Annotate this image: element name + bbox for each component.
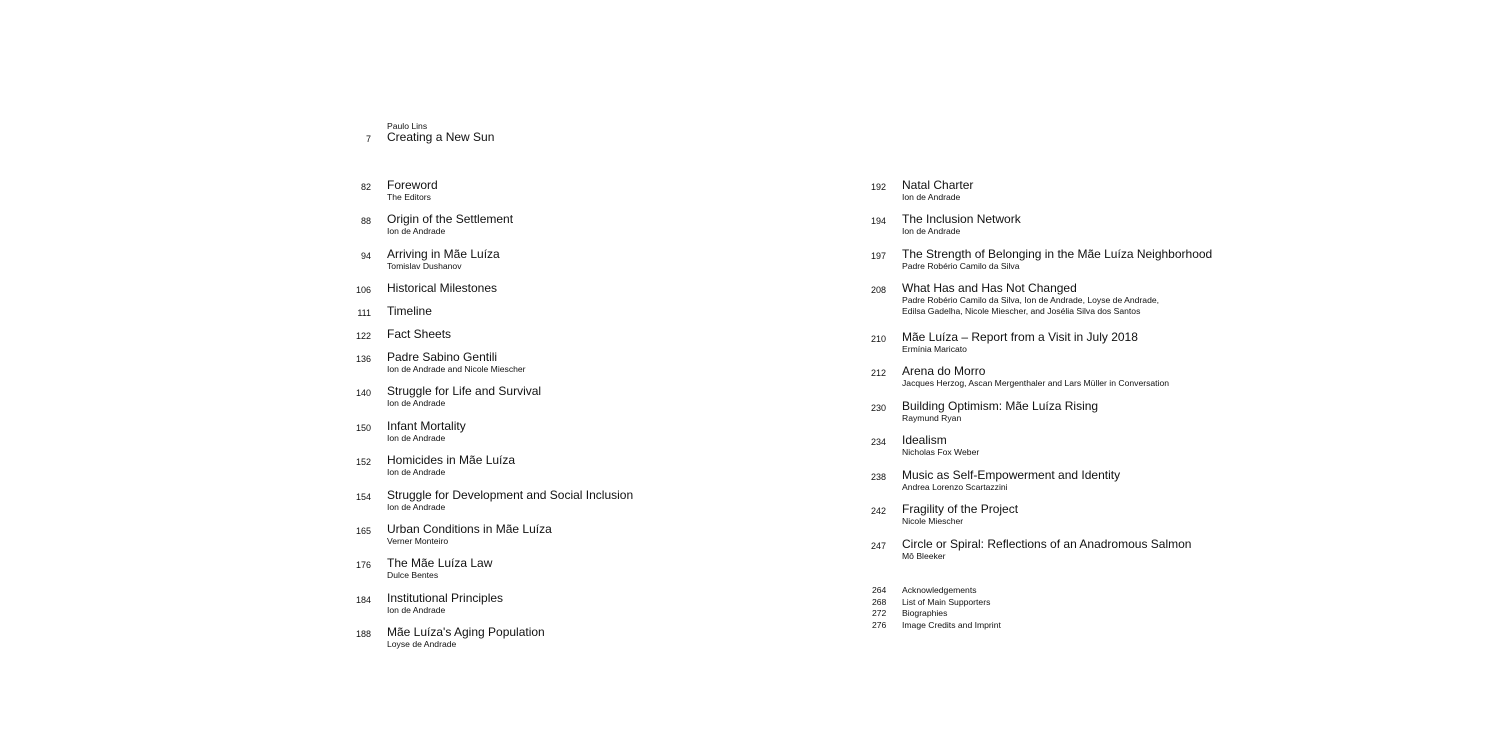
entry-author: Nicole Miescher: [902, 516, 964, 526]
page-number: 88: [360, 216, 371, 226]
page-number: 111: [357, 308, 371, 318]
entry-author: Ion de Andrade: [387, 467, 446, 477]
page-number: 197: [870, 251, 886, 261]
entry-author: Ion de Andrade and Nicole Miescher: [387, 364, 526, 374]
entry-title: Mãe Luíza – Report from a Visit in July 2018: [902, 330, 1138, 344]
entry-title: The Mãe Luíza Law: [387, 556, 493, 570]
entry-author: Ion de Andrade: [387, 502, 446, 512]
entry-author: Padre Robério Camilo da Silva, Ion de Andrade, Loyse de Andrade,: [902, 295, 1160, 305]
entry-author: Ion de Andrade: [387, 398, 446, 408]
page-number: 184: [355, 595, 371, 605]
page-number: 106: [355, 285, 371, 295]
intro-author: Paulo Lins: [387, 121, 428, 131]
page-number: 188: [355, 629, 371, 639]
entry-title: Arena do Morro: [902, 364, 986, 378]
entry-title: Institutional Principles: [387, 591, 504, 605]
page-number: 242: [870, 506, 886, 516]
entry-title: Foreword: [387, 178, 438, 192]
page-number: 230: [870, 403, 886, 413]
entry-title: The Inclusion Network: [902, 212, 1021, 226]
page-number: 176: [355, 560, 371, 570]
page-number: 165: [355, 526, 371, 536]
page-number: 268: [872, 596, 887, 607]
entry-author: Jacques Herzog, Ascan Mergenthaler and Lars Müller in Conversation: [902, 378, 1170, 388]
page-number: 152: [355, 457, 371, 467]
back-matter-item: [872, 597, 1072, 609]
page-number: 194: [870, 216, 886, 226]
entry-author: Raymund Ryan: [902, 413, 962, 423]
entry-title: Timeline: [387, 304, 432, 318]
entry-author: Nicholas Fox Weber: [902, 447, 980, 457]
entry-author: Ion de Andrade: [902, 192, 961, 202]
entry-author: Padre Robério Camilo da Silva: [902, 261, 1020, 271]
entry-title: Circle or Spiral: Reflections of an Anadromous Salmon: [902, 537, 1192, 551]
entry-author: Ion de Andrade: [387, 605, 446, 615]
entry-author: Verner Monteiro: [387, 536, 449, 546]
page-number: 82: [360, 182, 371, 192]
back-matter-list: [872, 585, 1072, 631]
entry-author-continued: Edilsa Gadelha, Nicole Miescher, and Josélia Silva dos Santos: [902, 306, 1141, 316]
page-number: 136: [355, 354, 371, 364]
entry-title: Historical Milestones: [387, 281, 498, 295]
entry-title: The Strength of Belonging in the Mãe Luíza Neighborhood: [902, 247, 1213, 261]
page-number: 247: [870, 541, 886, 551]
page-number: 140: [355, 388, 371, 398]
page-number: 210: [870, 334, 886, 344]
entry-title: Struggle for Life and Survival: [387, 384, 542, 398]
entry-title: What Has and Has Not Changed: [902, 281, 1077, 295]
entry-author: Ion de Andrade: [387, 433, 446, 443]
entry-title: Struggle for Development and Social Inclusion: [387, 488, 634, 502]
entry-title: Arriving in Mãe Luíza: [387, 247, 500, 261]
entry-title: Image Credits and Imprint: [902, 619, 1001, 630]
entry-author: Dulce Bentes: [387, 570, 439, 580]
intro-title: Creating a New Sun: [387, 130, 495, 144]
entry-title: Padre Sabino Gentili: [387, 350, 498, 364]
intro-page-number: 7: [365, 134, 371, 144]
entry-title: Infant Mortality: [387, 419, 466, 433]
page-number: 272: [872, 608, 887, 618]
page-number: 234: [870, 437, 886, 447]
page-number: 192: [870, 182, 886, 192]
page-number: 122: [355, 331, 371, 341]
entry-title: Fragility of the Project: [902, 502, 1019, 516]
page-number: 154: [355, 492, 371, 502]
page-number: 150: [355, 423, 371, 433]
entry-author: Mô Bleeker: [902, 551, 946, 561]
page-number: 94: [360, 251, 371, 261]
entry-title: Acknowledgements: [902, 585, 977, 595]
back-matter-item: [872, 608, 1072, 620]
entry-author: Ion de Andrade: [387, 226, 446, 236]
entry-title: Idealism: [902, 433, 947, 447]
entry-author: Ermínia Maricato: [902, 344, 967, 354]
entry-title: Mãe Luíza's Aging Population: [387, 625, 545, 639]
entry-author: The Editors: [387, 192, 431, 202]
entry-title: List of Main Supporters: [902, 596, 991, 607]
entry-author: Tomislav Dushanov: [387, 261, 462, 271]
entry-title: Homicides in Mãe Luíza: [387, 453, 516, 467]
entry-title: Urban Conditions in Mãe Luíza: [387, 522, 552, 536]
entry-title: Biographies: [902, 608, 948, 618]
page-number: 208: [870, 285, 886, 295]
page-number: 276: [872, 619, 887, 630]
entry-title: Natal Charter: [902, 178, 974, 192]
entry-author: Ion de Andrade: [902, 226, 961, 236]
back-matter-item: [872, 620, 1072, 632]
entry-title: Building Optimism: Mãe Luíza Rising: [902, 399, 1099, 413]
page-number: 264: [872, 585, 887, 595]
entry-title: Fact Sheets: [387, 327, 452, 341]
entry-title: Origin of the Settlement: [387, 212, 514, 226]
entry-author: Loyse de Andrade: [387, 639, 457, 649]
back-matter-item: [872, 585, 1072, 597]
entry-title: Music as Self-Empowerment and Identity: [902, 468, 1121, 482]
entry-author: Andrea Lorenzo Scartazzini: [902, 482, 1008, 492]
page-number: 212: [870, 368, 886, 378]
page-number: 238: [870, 472, 886, 482]
